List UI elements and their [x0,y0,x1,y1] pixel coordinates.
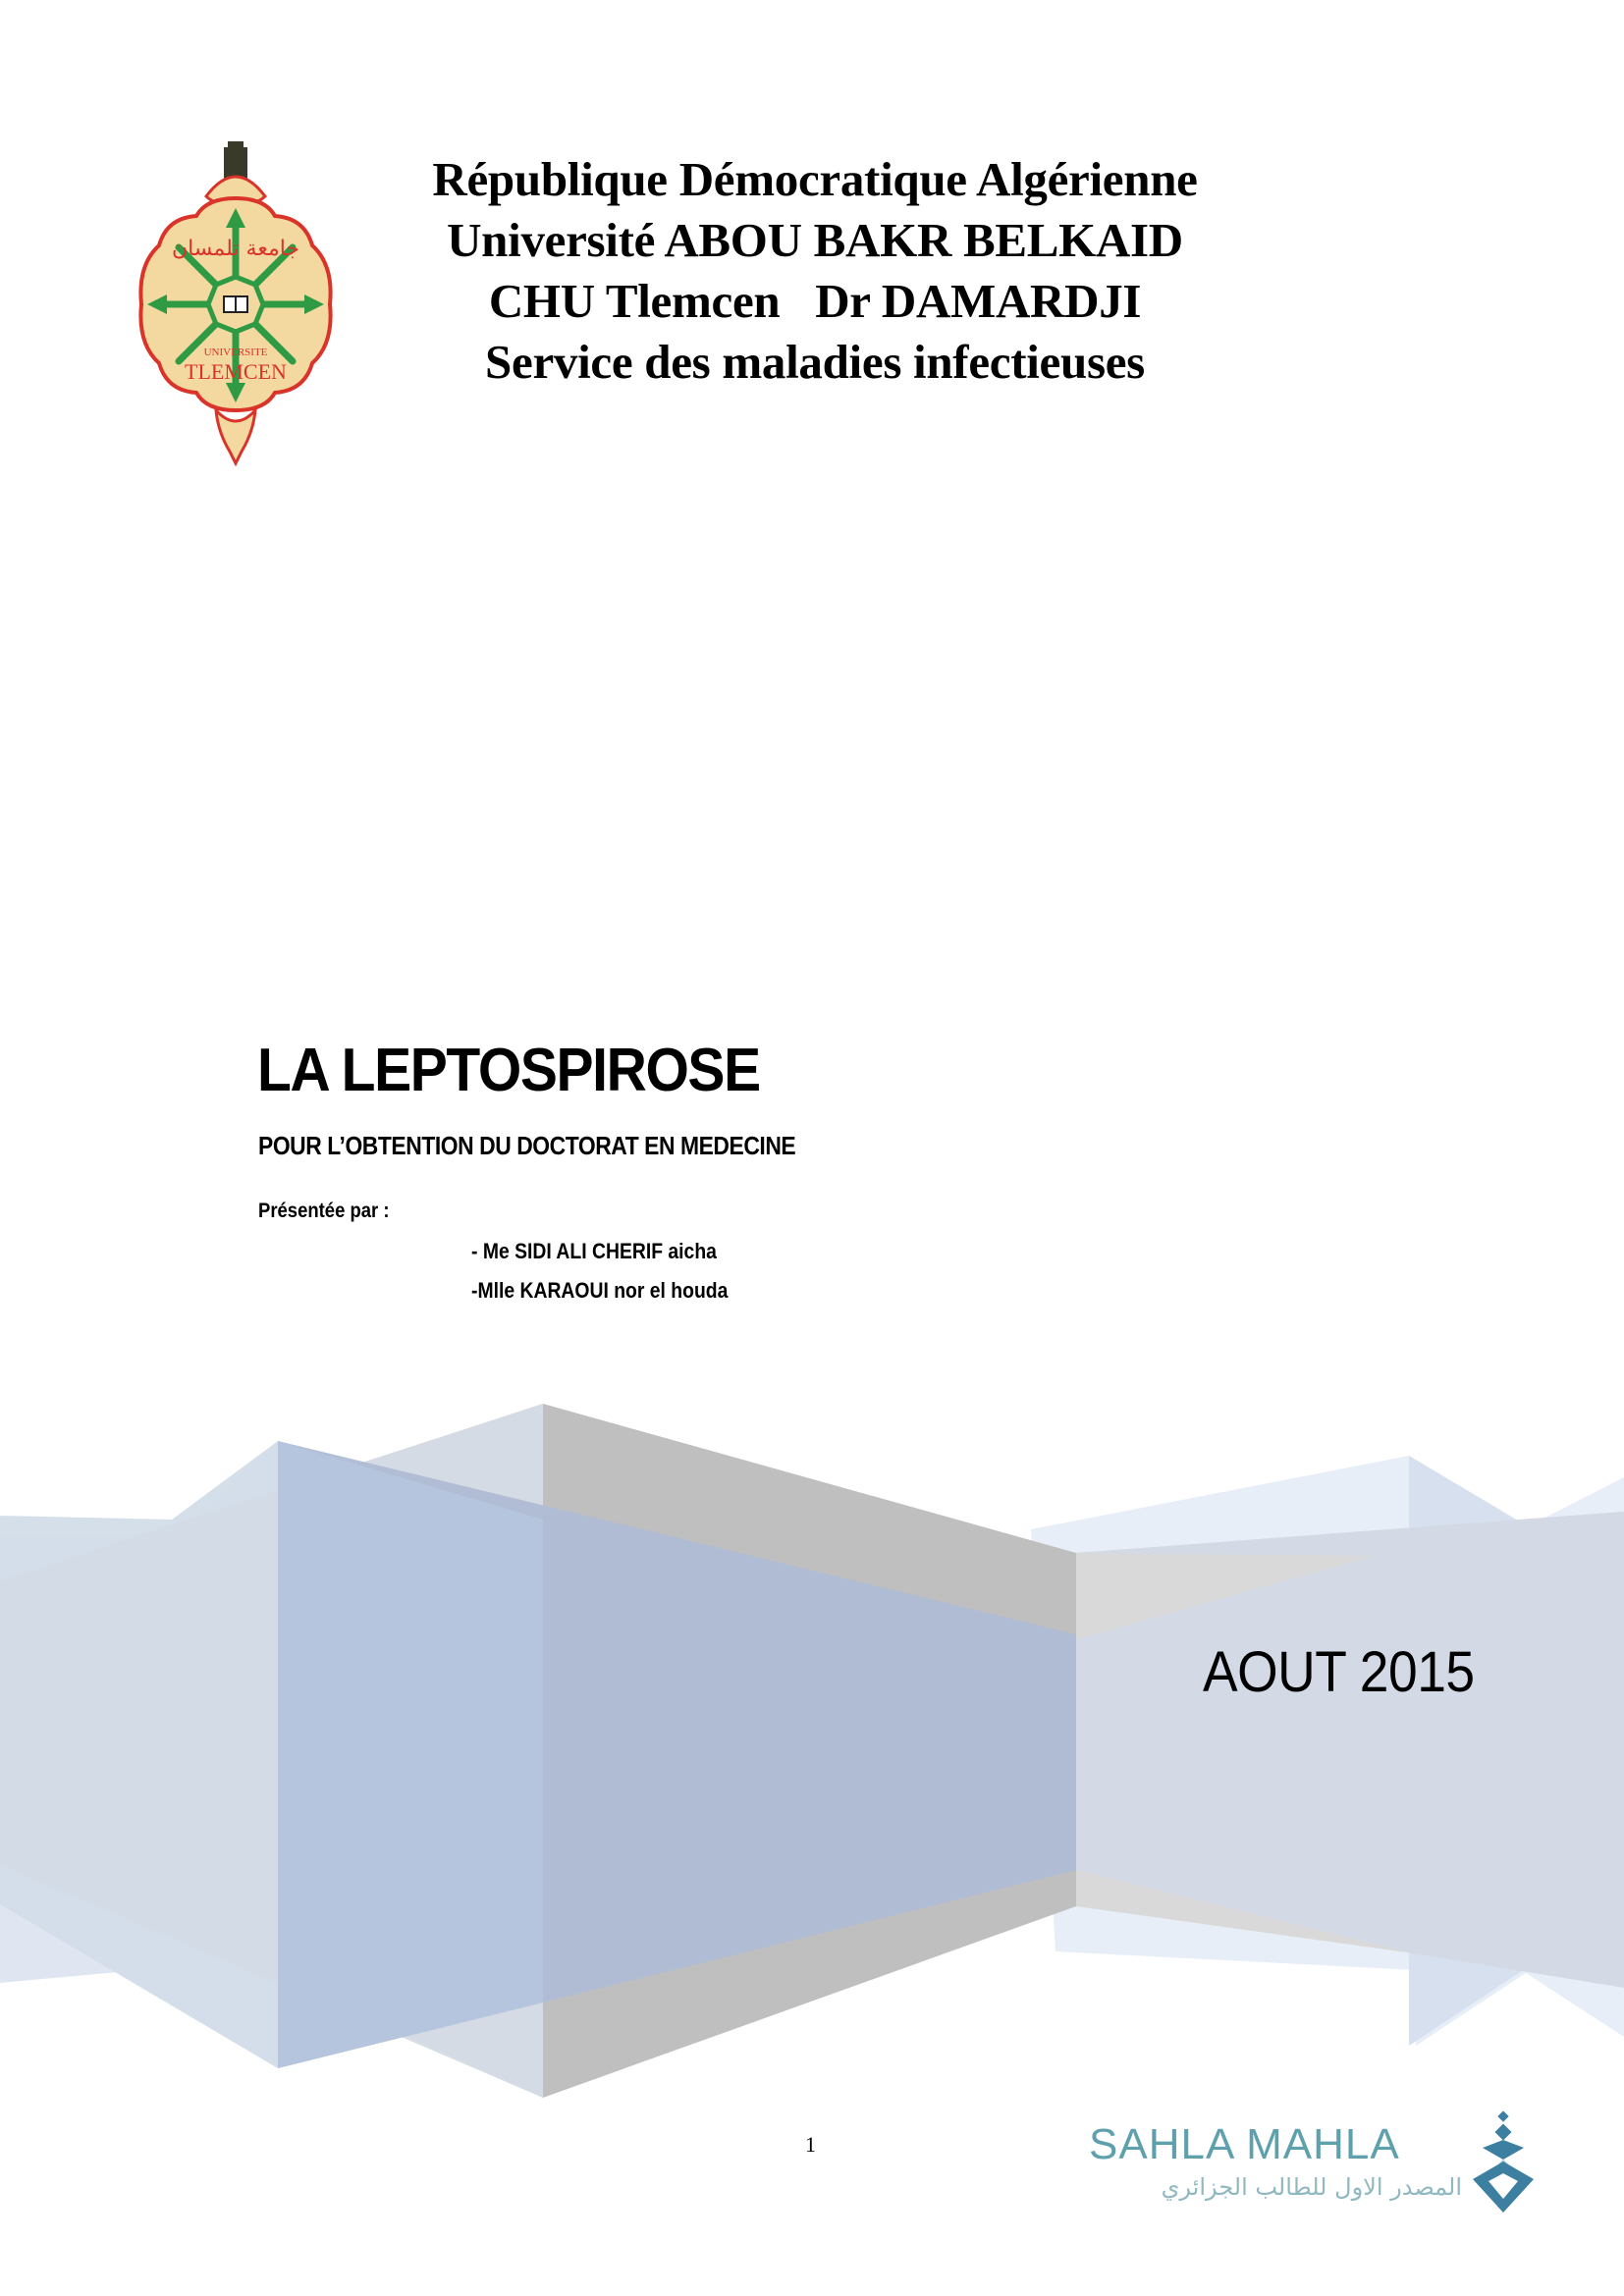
document-date: AOUT 2015 [1203,1640,1475,1704]
header-line-department: Service des maladies infectieuses [485,335,1145,389]
header-line-university: Université ABOU BAKR BELKAID [447,213,1183,267]
author-item: - Me SIDI ALI CHERIF aicha [471,1239,717,1263]
watermark-brand: SAHLA MAHLA [1089,2120,1400,2168]
sahla-mahla-logo-icon [1463,2110,1551,2218]
presented-by-label: Présentée par : [258,1200,390,1222]
document-title: LA LEPTOSPIROSE [257,1037,760,1104]
author-item: -Mlle KARAOUI nor el houda [471,1278,729,1303]
page-number: 1 [805,2132,816,2157]
svg-text:UNIVERSITE: UNIVERSITE [203,347,268,358]
svg-text:TLEMCEN: TLEMCEN [185,359,287,384]
svg-text:جامعة تلمسان: جامعة تلمسان [171,237,300,261]
header-line-republic: République Démocratique Algérienne [432,152,1198,206]
watermark-tagline: المصدر الاول للطالب الجزائري [1161,2173,1462,2201]
document-subtitle: POUR L’OBTENTION DU DOCTORAT EN MEDECINE [258,1131,796,1160]
sahla-mahla-watermark [1085,2110,1556,2218]
header-line-hospital: CHU Tlemcen Dr DAMARDJI [488,274,1142,328]
